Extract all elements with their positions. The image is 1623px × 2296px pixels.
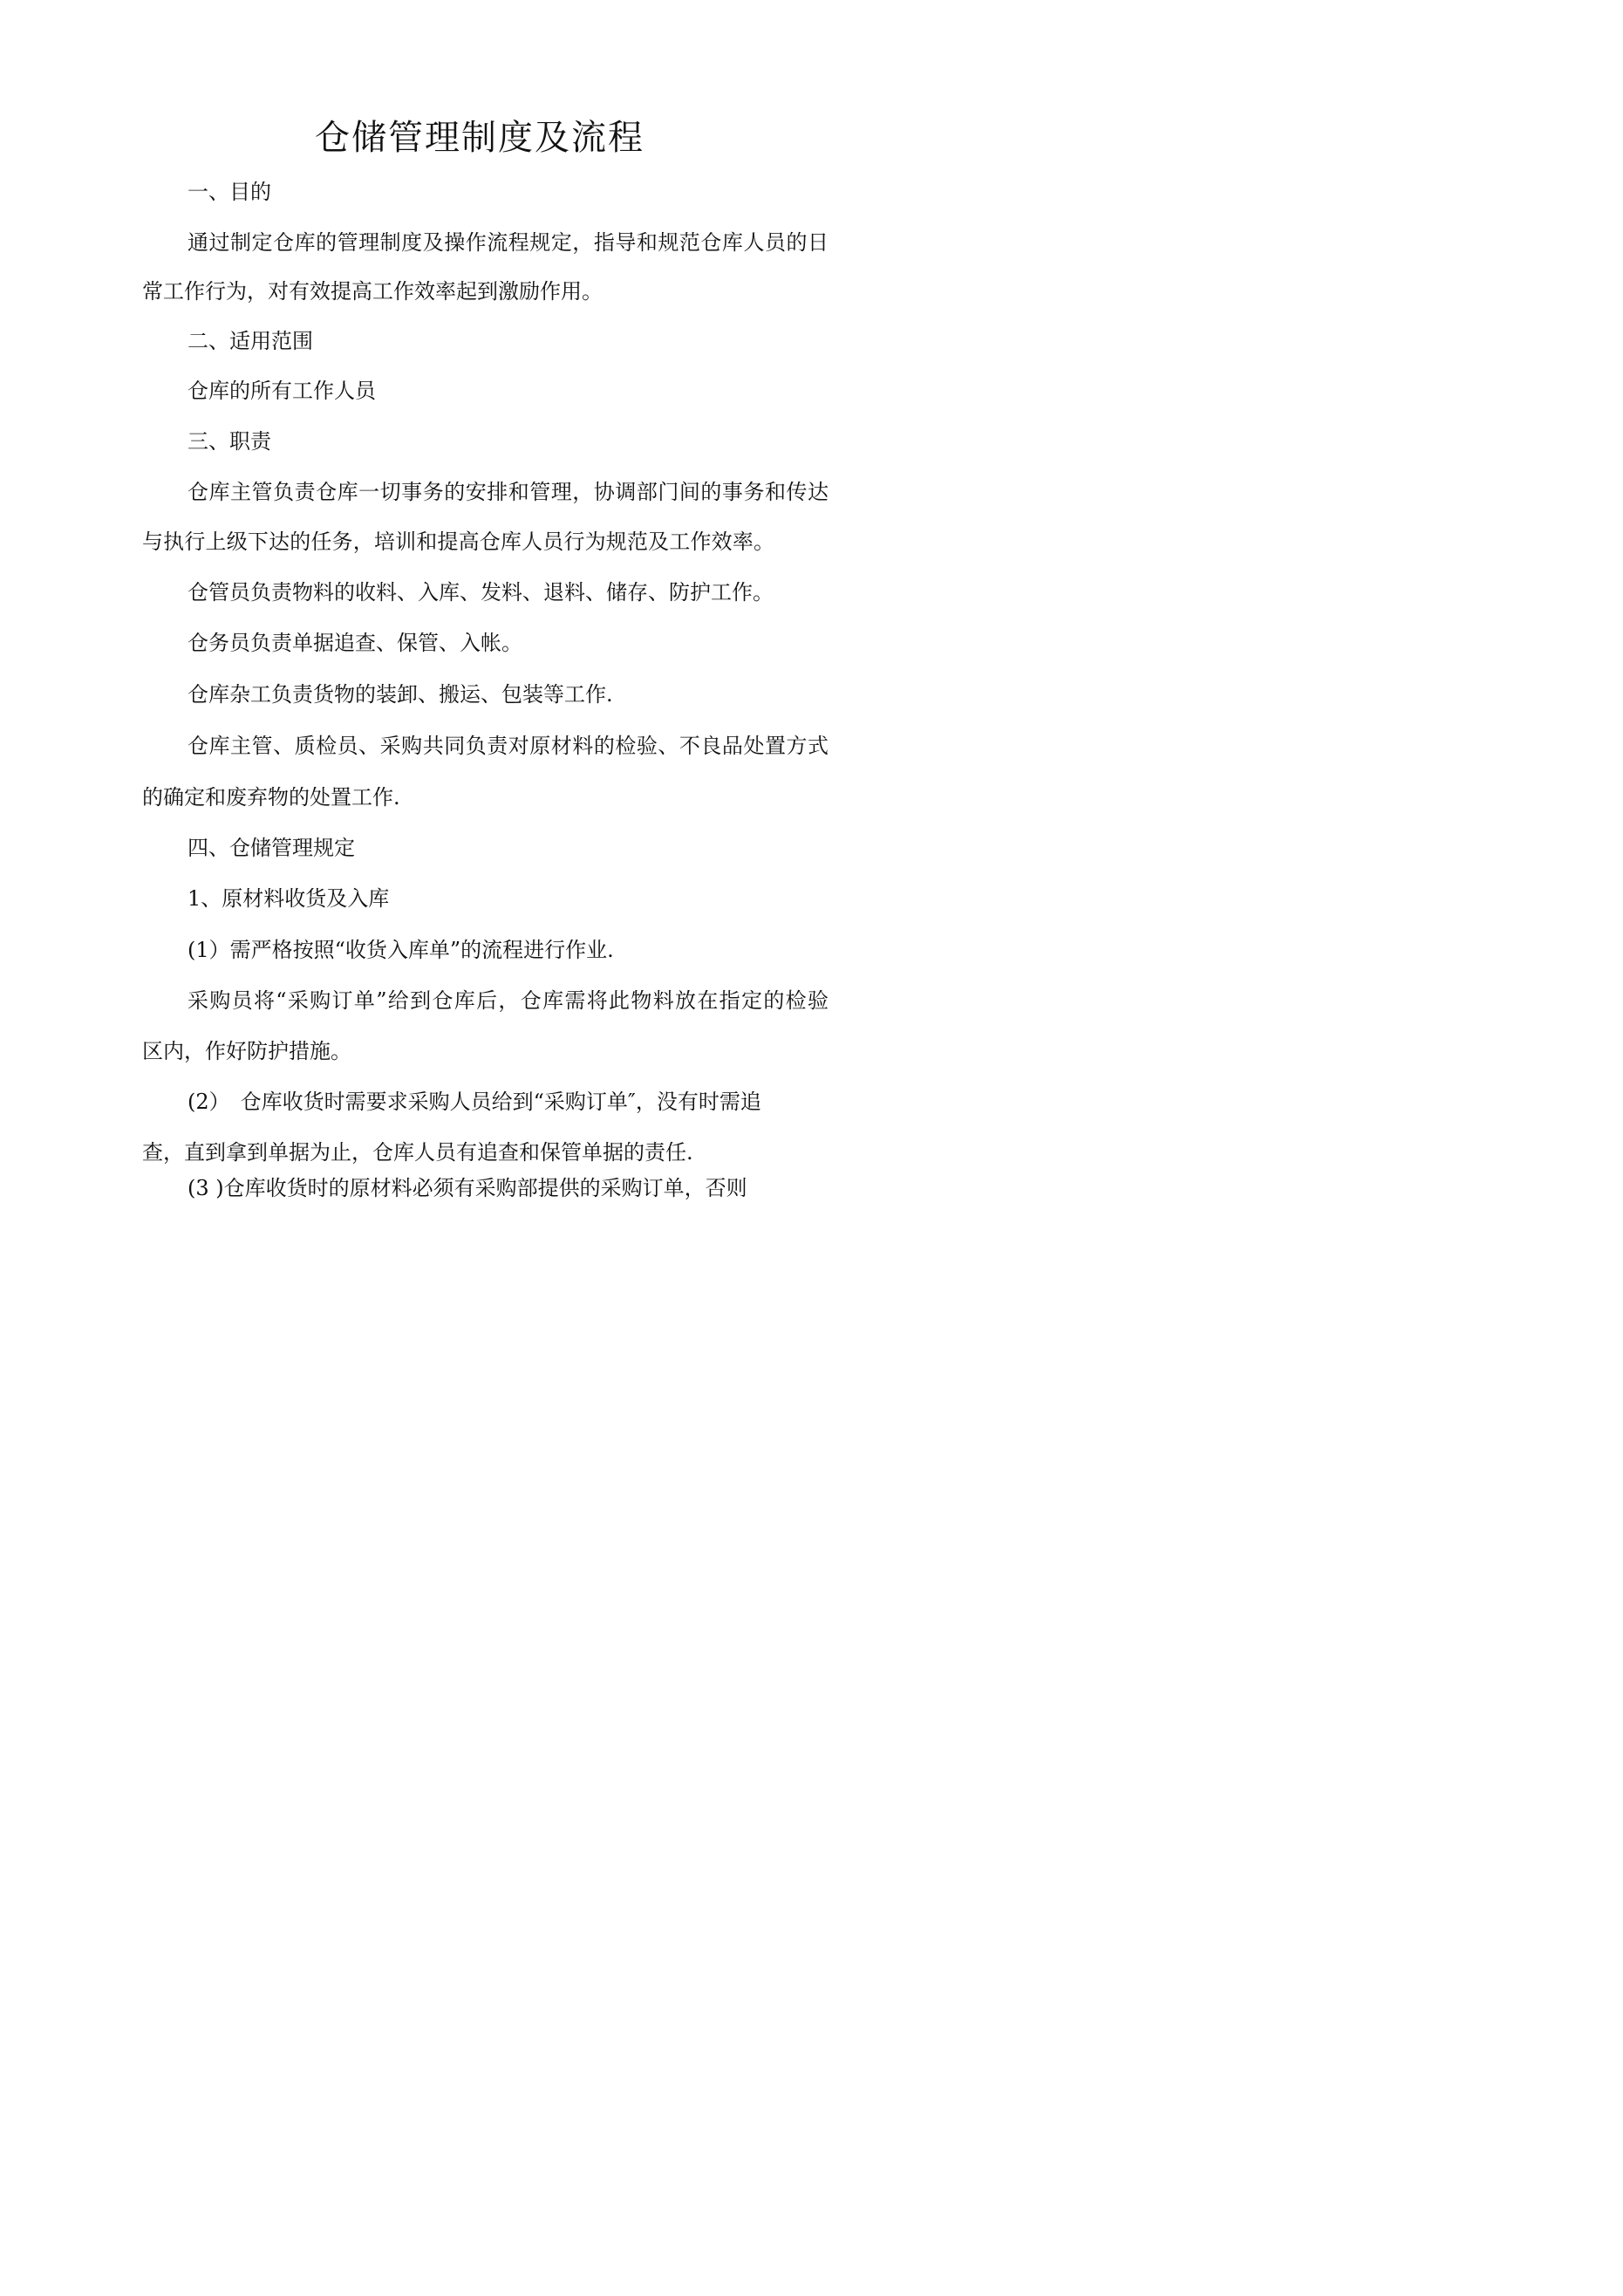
list-item: (3 )仓库收货时的原材料必须有采购部提供的采购订单，否则: [188, 1176, 747, 1200]
section-heading-regulations: 四、仓储管理规定: [188, 836, 355, 860]
list-item: (1）需严格按照“收货入库单”的流程进行作业.: [188, 938, 614, 962]
paragraph-line: 采购员将“采购订单”给到仓库后，仓库需将此物料放在指定的检验: [188, 988, 829, 1013]
paragraph-line: 与执行上级下达的任务，培训和提高仓库人员行为规范及工作效率。: [142, 530, 774, 554]
paragraph-line: 仓库杂工负责货物的装卸、搬运、包装等工作.: [188, 682, 613, 707]
document-page: [0, 0, 959, 1358]
paragraph-line: 的确定和废弃物的处置工作.: [142, 785, 400, 810]
paragraph-line: 仓库的所有工作人员: [188, 379, 376, 403]
paragraph-line: 通过制定仓库的管理制度及操作流程规定，指导和规范仓库人员的日: [188, 230, 829, 255]
document-title: 仓储管理制度及流程: [315, 118, 644, 158]
section-heading-scope: 二、适用范围: [188, 329, 313, 353]
paragraph-line: 区内，作好防护措施。: [142, 1039, 351, 1063]
paragraph-line: 仓管员负责物料的收料、入库、发料、退料、储存、防护工作。: [188, 580, 774, 605]
subsection-heading: 1、原材料收货及入库: [188, 886, 390, 911]
section-heading-purpose: 一、目的: [188, 180, 271, 204]
paragraph-line: 仓库主管负责仓库一切事务的安排和管理，协调部门间的事务和传达: [188, 480, 829, 504]
paragraph-line: 查，直到拿到单据为止，仓库人员有追查和保管单据的责任.: [142, 1140, 693, 1165]
section-heading-duties: 三、职责: [188, 429, 271, 454]
paragraph-line: 仓务员负责单据追查、保管、入帐。: [188, 631, 522, 655]
paragraph-line: 常工作行为，对有效提高工作效率起到激励作用。: [142, 279, 603, 304]
paragraph-line: 仓库主管、质检员、采购共同负责对原材料的检验、不良品处置方式: [188, 734, 829, 758]
list-item: (2） 仓库收货时需要求采购人员给到“采购订单″，没有时需追: [188, 1090, 761, 1114]
